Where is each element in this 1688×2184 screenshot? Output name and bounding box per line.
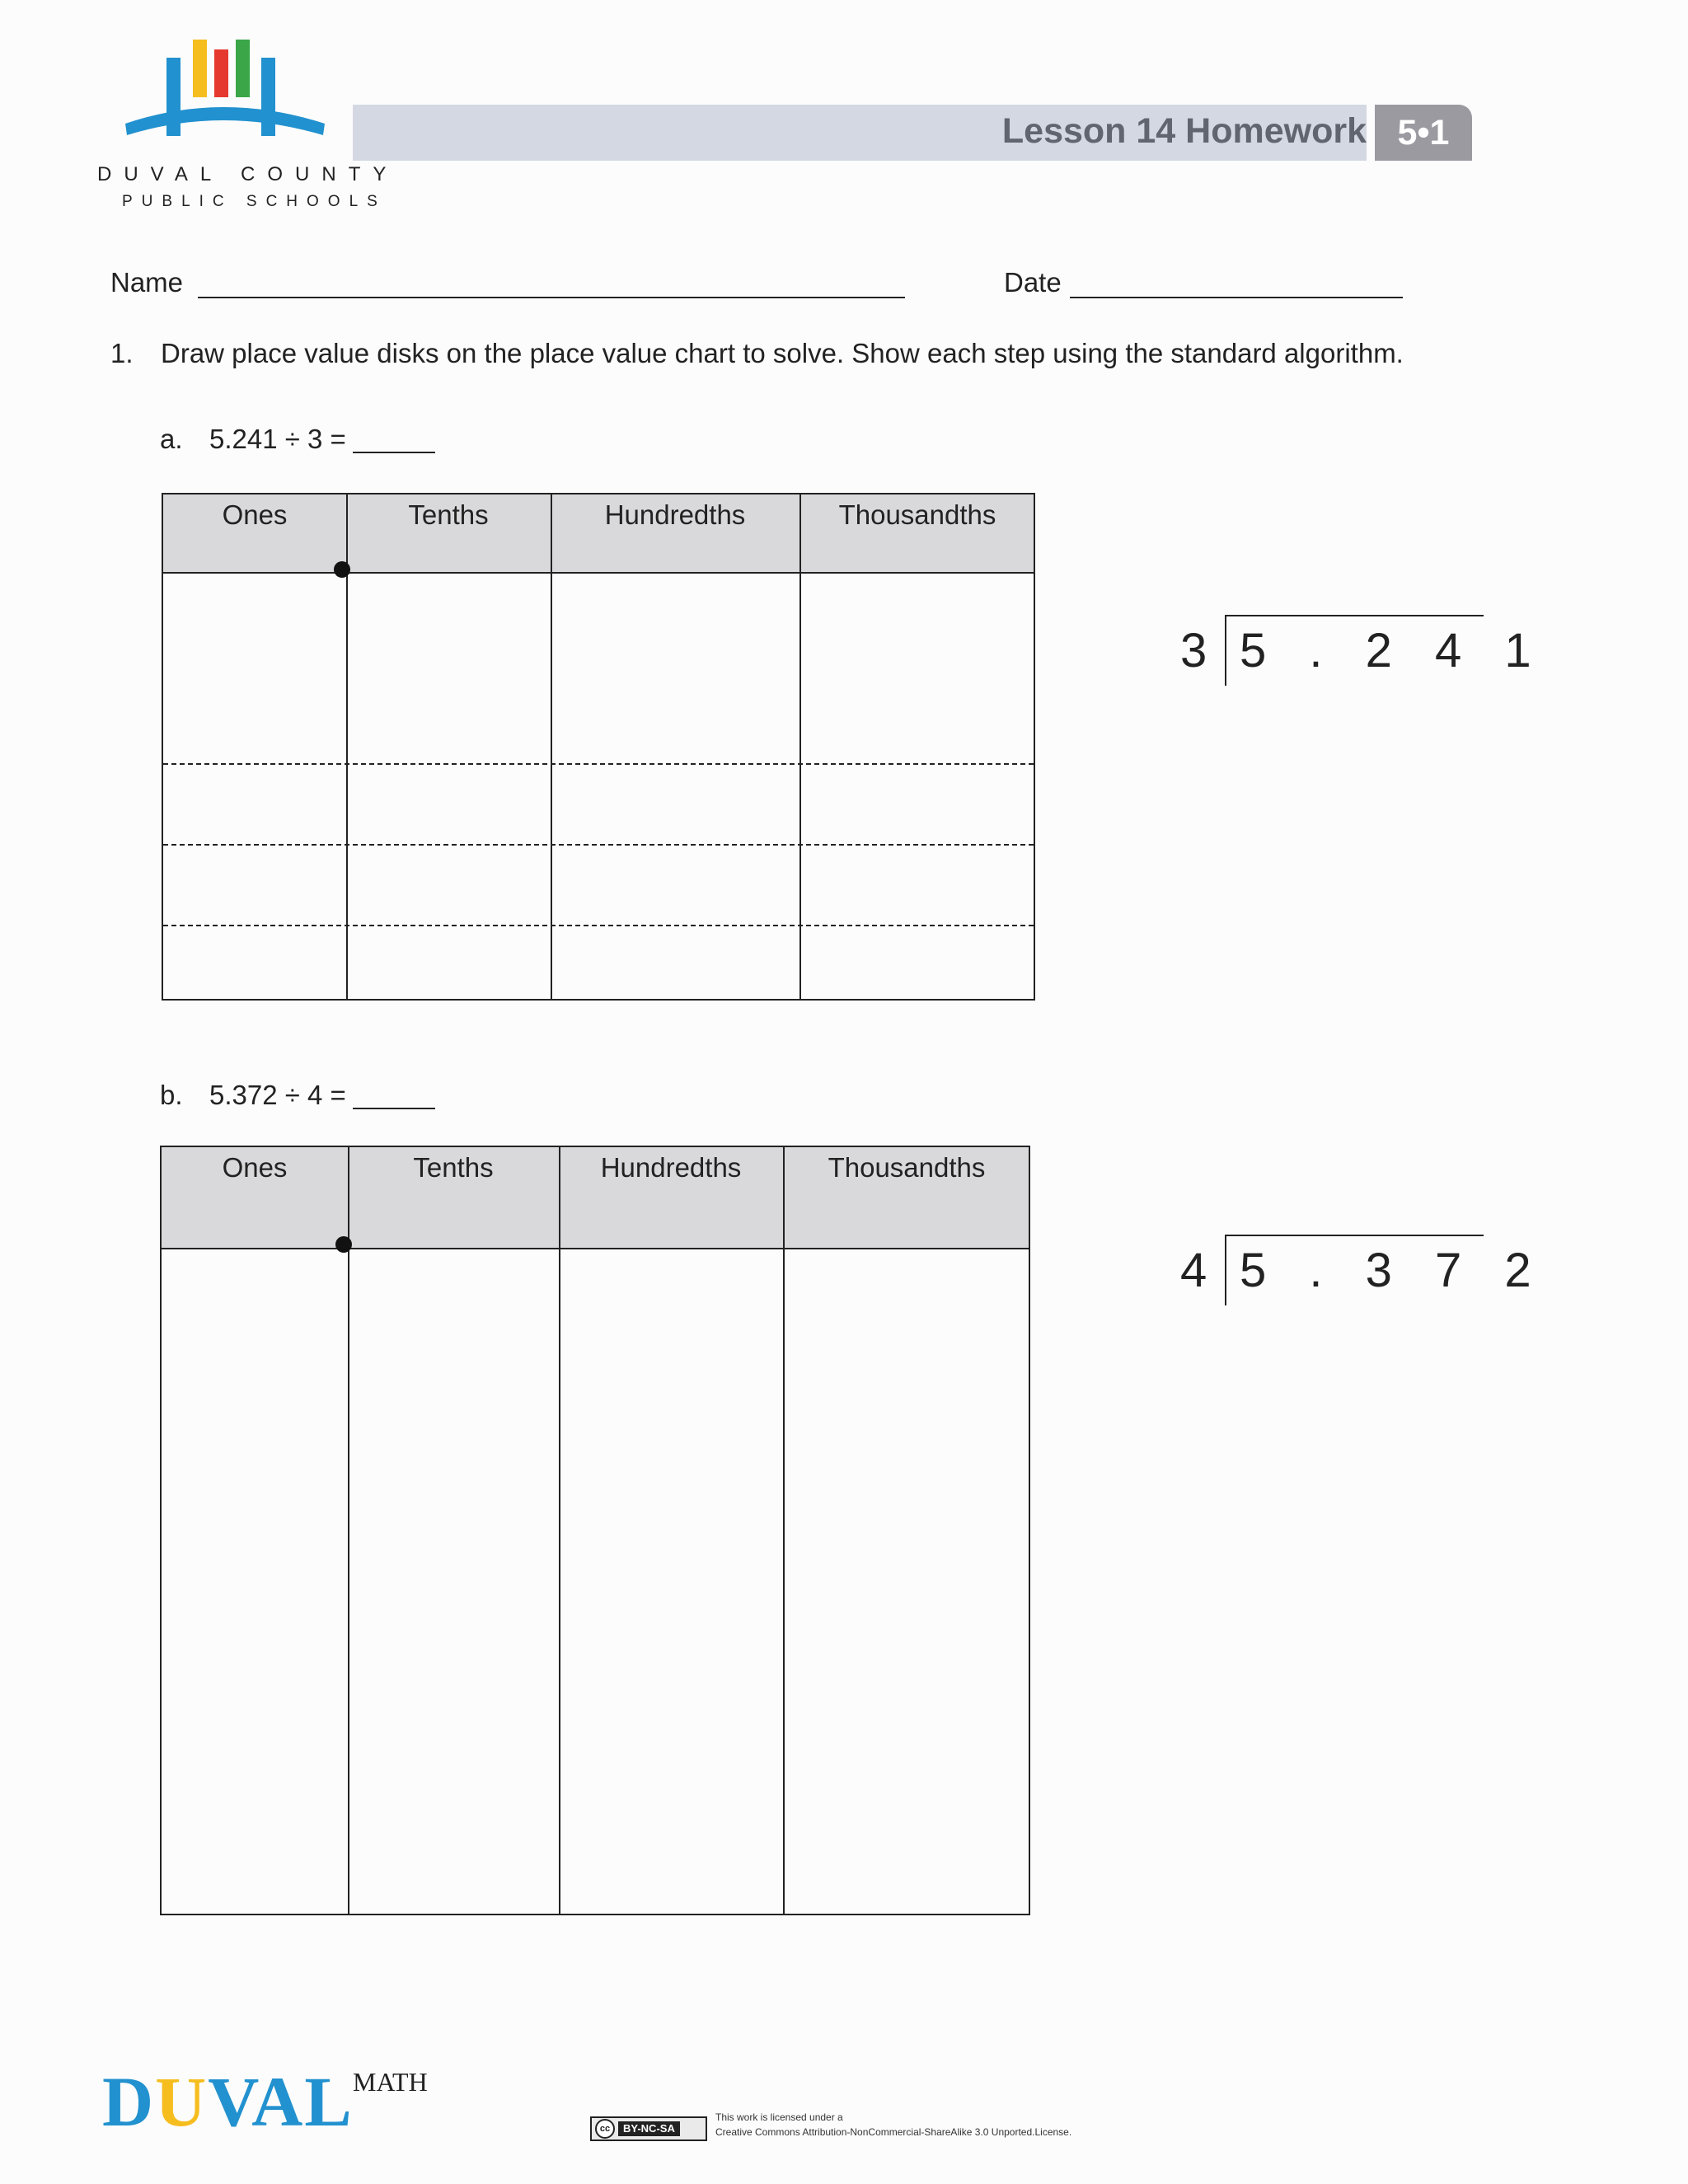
chart-a-dashed-line-3: [163, 925, 1034, 926]
date-label: Date: [1004, 267, 1062, 298]
chart-b-decimal-point: [335, 1236, 352, 1253]
chart-b-divider-1: [348, 1147, 349, 1914]
duval-letter: V: [208, 2062, 252, 2141]
logo-text-schools: PUBLIC SCHOOLS: [122, 193, 387, 210]
footer-subject: MATH: [353, 2067, 428, 2097]
chart-a-col-ones: Ones: [222, 499, 288, 530]
chart-b-divider-3: [783, 1147, 785, 1914]
chart-b-col-thousandths: Thousandths: [828, 1152, 986, 1183]
chart-a-decimal-point: [334, 561, 350, 578]
duval-math-logo: [102, 2060, 354, 2143]
part-a-answer-blank[interactable]: [353, 452, 435, 453]
division-b-dividend: 5 . 3 7 2: [1240, 1244, 1546, 1297]
license-text-line2: Creative Commons Attribution-NonCommercial-ShareAlike 3.0 Unported.License.: [715, 2126, 1072, 2138]
cc-license-badge[interactable]: [590, 2116, 707, 2141]
division-a-divisor: 3: [1180, 624, 1207, 677]
chart-b-col-ones: Ones: [222, 1152, 288, 1183]
lesson-title: Lesson 14 Homework: [1001, 111, 1367, 151]
license-text-line1: This work is licensed under a: [715, 2111, 843, 2123]
duval-letter: A: [251, 2062, 305, 2141]
name-field[interactable]: [198, 297, 905, 298]
problem-number: 1.: [110, 338, 134, 368]
chart-b-col-tenths: Tenths: [413, 1152, 494, 1183]
chart-a-col-hundredths: Hundredths: [604, 499, 746, 530]
part-b-expression: 5.372 ÷ 4 =: [209, 1080, 346, 1110]
part-b-answer-blank[interactable]: [353, 1108, 435, 1109]
duval-letter: L: [304, 2062, 354, 2141]
logo-text-county: DUVAL COUNTY: [97, 163, 399, 185]
date-field[interactable]: [1070, 297, 1403, 298]
duval-letter: D: [102, 2062, 156, 2141]
cc-icon: cc: [595, 2119, 615, 2139]
logo-right-pillar: [261, 58, 275, 136]
place-value-chart-b: [160, 1146, 1030, 1915]
logo-green-bar: [236, 40, 250, 97]
chart-b-col-hundredths: Hundredths: [600, 1152, 742, 1183]
chart-a-col-tenths: Tenths: [408, 499, 489, 530]
logo-bridge-arc: [125, 107, 325, 135]
division-b-divisor: 4: [1180, 1244, 1207, 1297]
chart-a-dashed-line-2: [163, 844, 1034, 846]
chart-a-col-thousandths: Thousandths: [838, 499, 996, 530]
part-a-letter: a.: [160, 424, 183, 454]
cc-license-type: BY-NC-SA: [618, 2121, 680, 2136]
place-value-chart-a: [162, 493, 1035, 1001]
part-a-expression: 5.241 ÷ 3 =: [209, 424, 346, 454]
part-b-letter: b.: [160, 1080, 183, 1110]
problem-instructions: Draw place value disks on the place value chart to solve. Show each step using the standard algorithm.: [161, 338, 1404, 368]
module-badge: 5•1: [1375, 105, 1472, 161]
chart-b-divider-2: [559, 1147, 560, 1914]
chart-a-divider-2: [551, 494, 552, 999]
division-a-dividend: 5 . 2 4 1: [1240, 624, 1546, 677]
duval-letter: U: [155, 2062, 209, 2141]
logo-yellow-bar: [193, 40, 207, 97]
chart-a-dashed-line-1: [163, 763, 1034, 765]
logo-red-bar: [214, 49, 228, 97]
chart-a-divider-3: [799, 494, 801, 999]
name-label: Name: [110, 267, 184, 298]
